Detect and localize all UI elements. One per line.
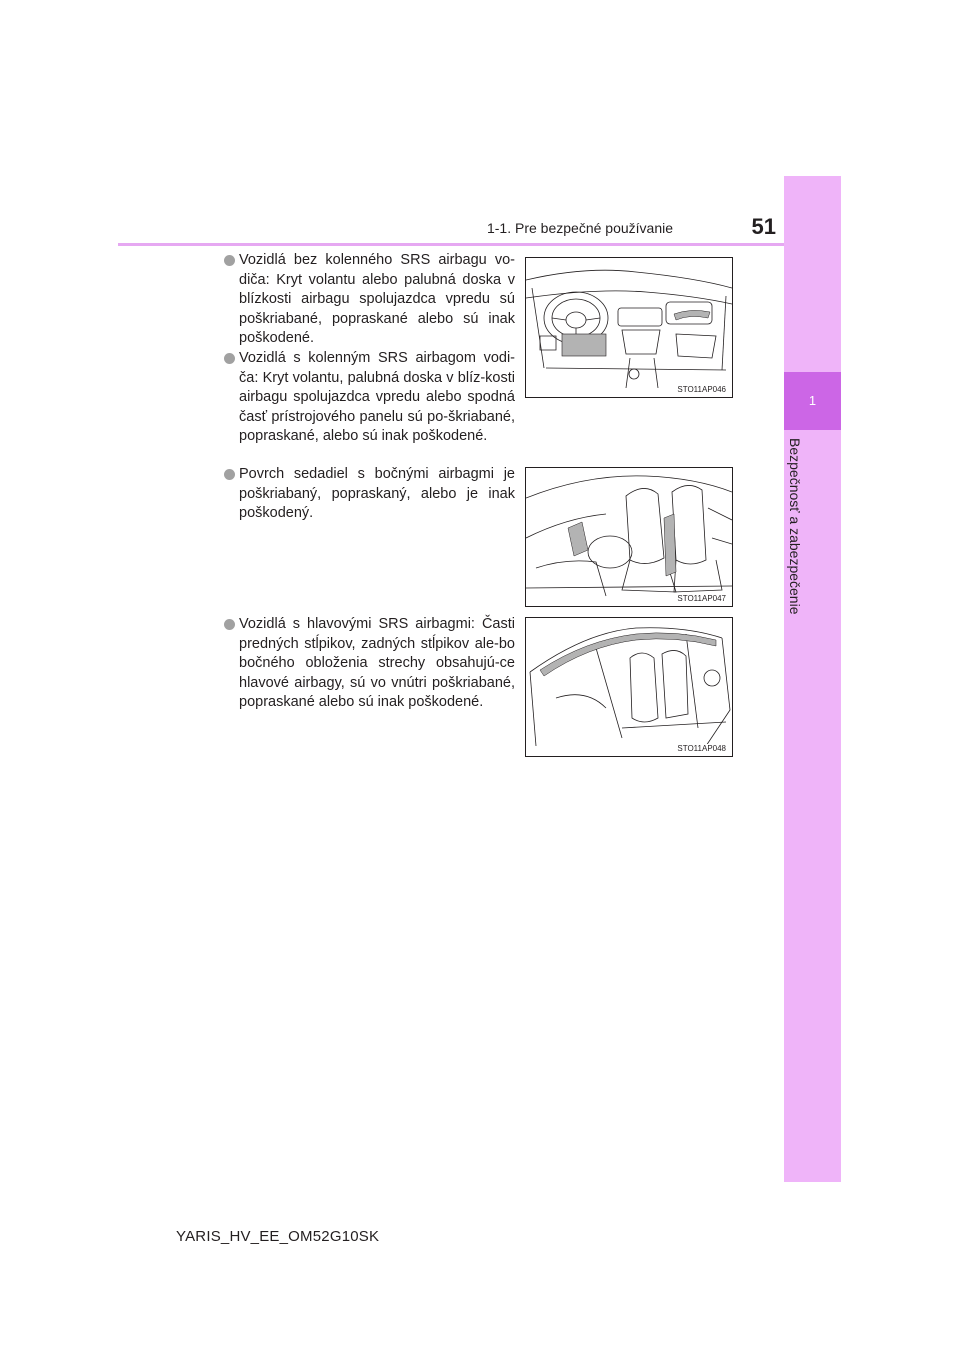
figure-dashboard-illustration: [525, 257, 733, 398]
figure-curtain-airbags-illustration: [525, 617, 733, 757]
side-airbag-highlight-right: [664, 514, 676, 576]
chapter-title: Bezpečnosť a zabezpečenie: [787, 438, 803, 615]
list-item-text: Vozidlá s hlavovými SRS airbagmi: Časti predných stĺpikov, zadných stĺpikov ale-bo bočného obloženia strechy obsahujú-ce hlavové airbagy, sú vo vnútri poškriabané, popraskané alebo sú inak poškodené.: [239, 616, 515, 711]
footer-document-code: YARIS_HV_EE_OM52G10SK: [176, 1228, 380, 1245]
header-section-title: 1-1. Pre bezpečné používanie: [486, 220, 673, 236]
curtain-airbags-illustration: [526, 618, 732, 756]
chapter-number-box[interactable]: 1: [784, 372, 841, 430]
list-item-text: Vozidlá s kolenným SRS airbagom vodi-ča: Kryt volantu, palubná doska v blíz-kosti airbagu spolujazdca vpredu alebo spodná časť prístrojového panelu sú po-škriabané, popraskané, alebo sú inak poškodené.: [239, 350, 515, 445]
figure-label: STO11AP046: [677, 385, 726, 394]
list-item: [224, 251, 515, 349]
passenger-airbag-highlight: [674, 310, 710, 320]
page-number: 51: [751, 214, 776, 239]
list-item-text: Vozidlá bez kolenného SRS airbagu vo-diča: Kryt volantu alebo palubná doska v blízkosti airbagu spolujazdca vpredu sú poškriabané, popraskané alebo sú inak poškodené.: [239, 252, 515, 347]
bullet-icon: [224, 619, 235, 630]
curtain-airbag-highlight: [540, 633, 716, 676]
list-item-text: Povrch sedadiel s bočnými airbagmi je poškriabaný, popraskaný, alebo je inak poškodený.: [239, 466, 515, 522]
figure-seats-illustration: [525, 467, 733, 607]
dashboard-illustration: [526, 258, 732, 397]
list-item: [224, 349, 515, 447]
side-airbag-highlight-left: [568, 522, 588, 556]
list-item: [224, 465, 515, 524]
seats-illustration: [526, 468, 732, 606]
bullet-icon: [224, 255, 235, 266]
figure-label: STO11AP047: [677, 594, 726, 603]
bullet-icon: [224, 469, 235, 480]
header-rule: [118, 243, 840, 246]
knee-airbag-highlight: [562, 334, 606, 356]
figure-label: STO11AP048: [677, 744, 726, 753]
bullet-icon: [224, 353, 235, 364]
list-item: [224, 615, 515, 713]
